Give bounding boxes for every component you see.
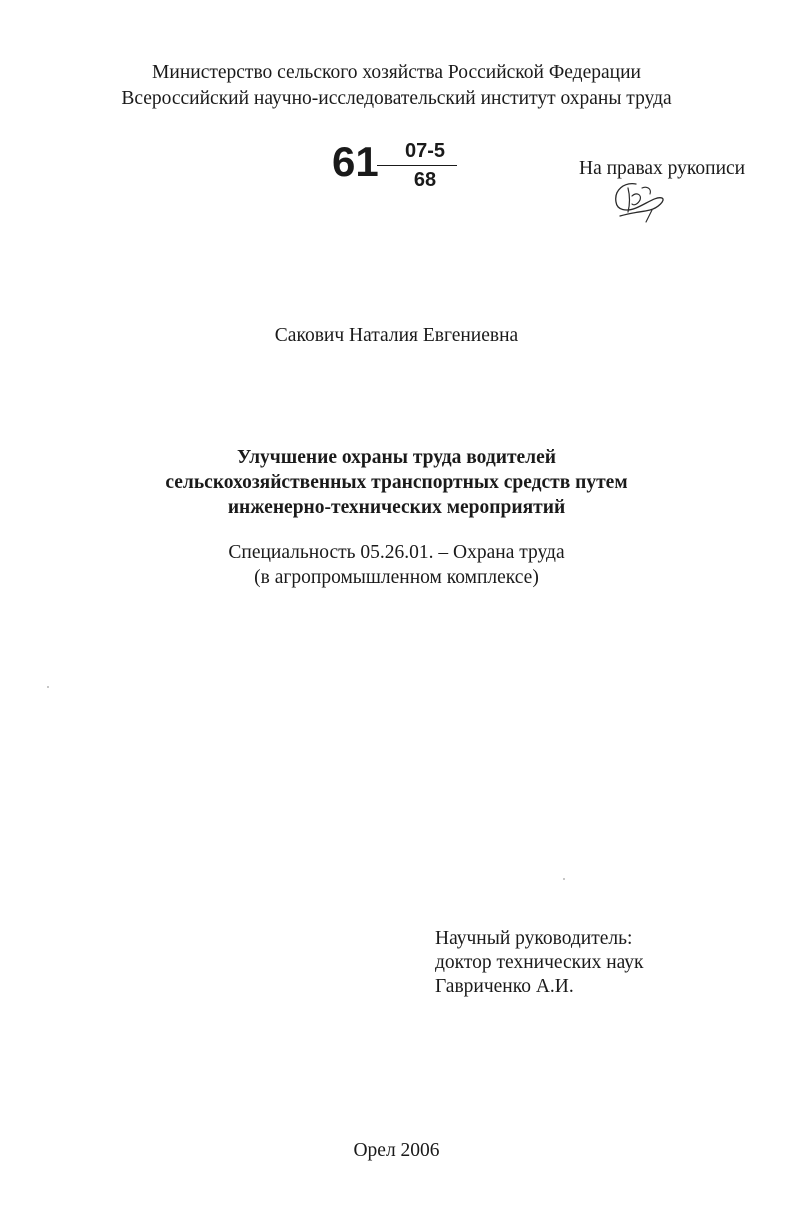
scan-speck	[47, 686, 49, 688]
handwritten-signature	[606, 178, 670, 226]
institute-name: Всероссийский научно-исследовательский институт охраны труда	[121, 88, 672, 109]
scan-speck	[563, 878, 565, 880]
catalog-code	[332, 138, 472, 198]
supervisor-name: Гавриченко А.И.	[435, 976, 574, 997]
catalog-code-main: 61	[332, 138, 379, 185]
catalog-code-numerator: 07-5	[404, 140, 446, 162]
supervisor-label: Научный руководитель:	[435, 928, 633, 949]
thesis-title-line-2: сельскохозяйственных транспортных средств путем	[165, 472, 628, 493]
ministry-name: Министерство сельского хозяйства Российской Федерации	[152, 62, 641, 83]
thesis-title-line-1: Улучшение охраны труда водителей	[236, 447, 557, 468]
catalog-code-fraction-bar	[377, 165, 457, 166]
city-year: Орел 2006	[353, 1140, 440, 1161]
specialty-line-2: (в агропромышленном комплексе)	[254, 567, 539, 588]
supervisor-degree: доктор технических наук	[435, 952, 644, 973]
author-name: Сакович Наталия Евгениевна	[274, 325, 519, 346]
manuscript-rights-note: На правах рукописи	[579, 158, 746, 179]
specialty-line-1: Специальность 05.26.01. – Охрана труда	[228, 542, 565, 563]
thesis-title-line-3: инженерно-технических мероприятий	[227, 497, 566, 518]
catalog-code-denominator: 68	[413, 169, 437, 191]
